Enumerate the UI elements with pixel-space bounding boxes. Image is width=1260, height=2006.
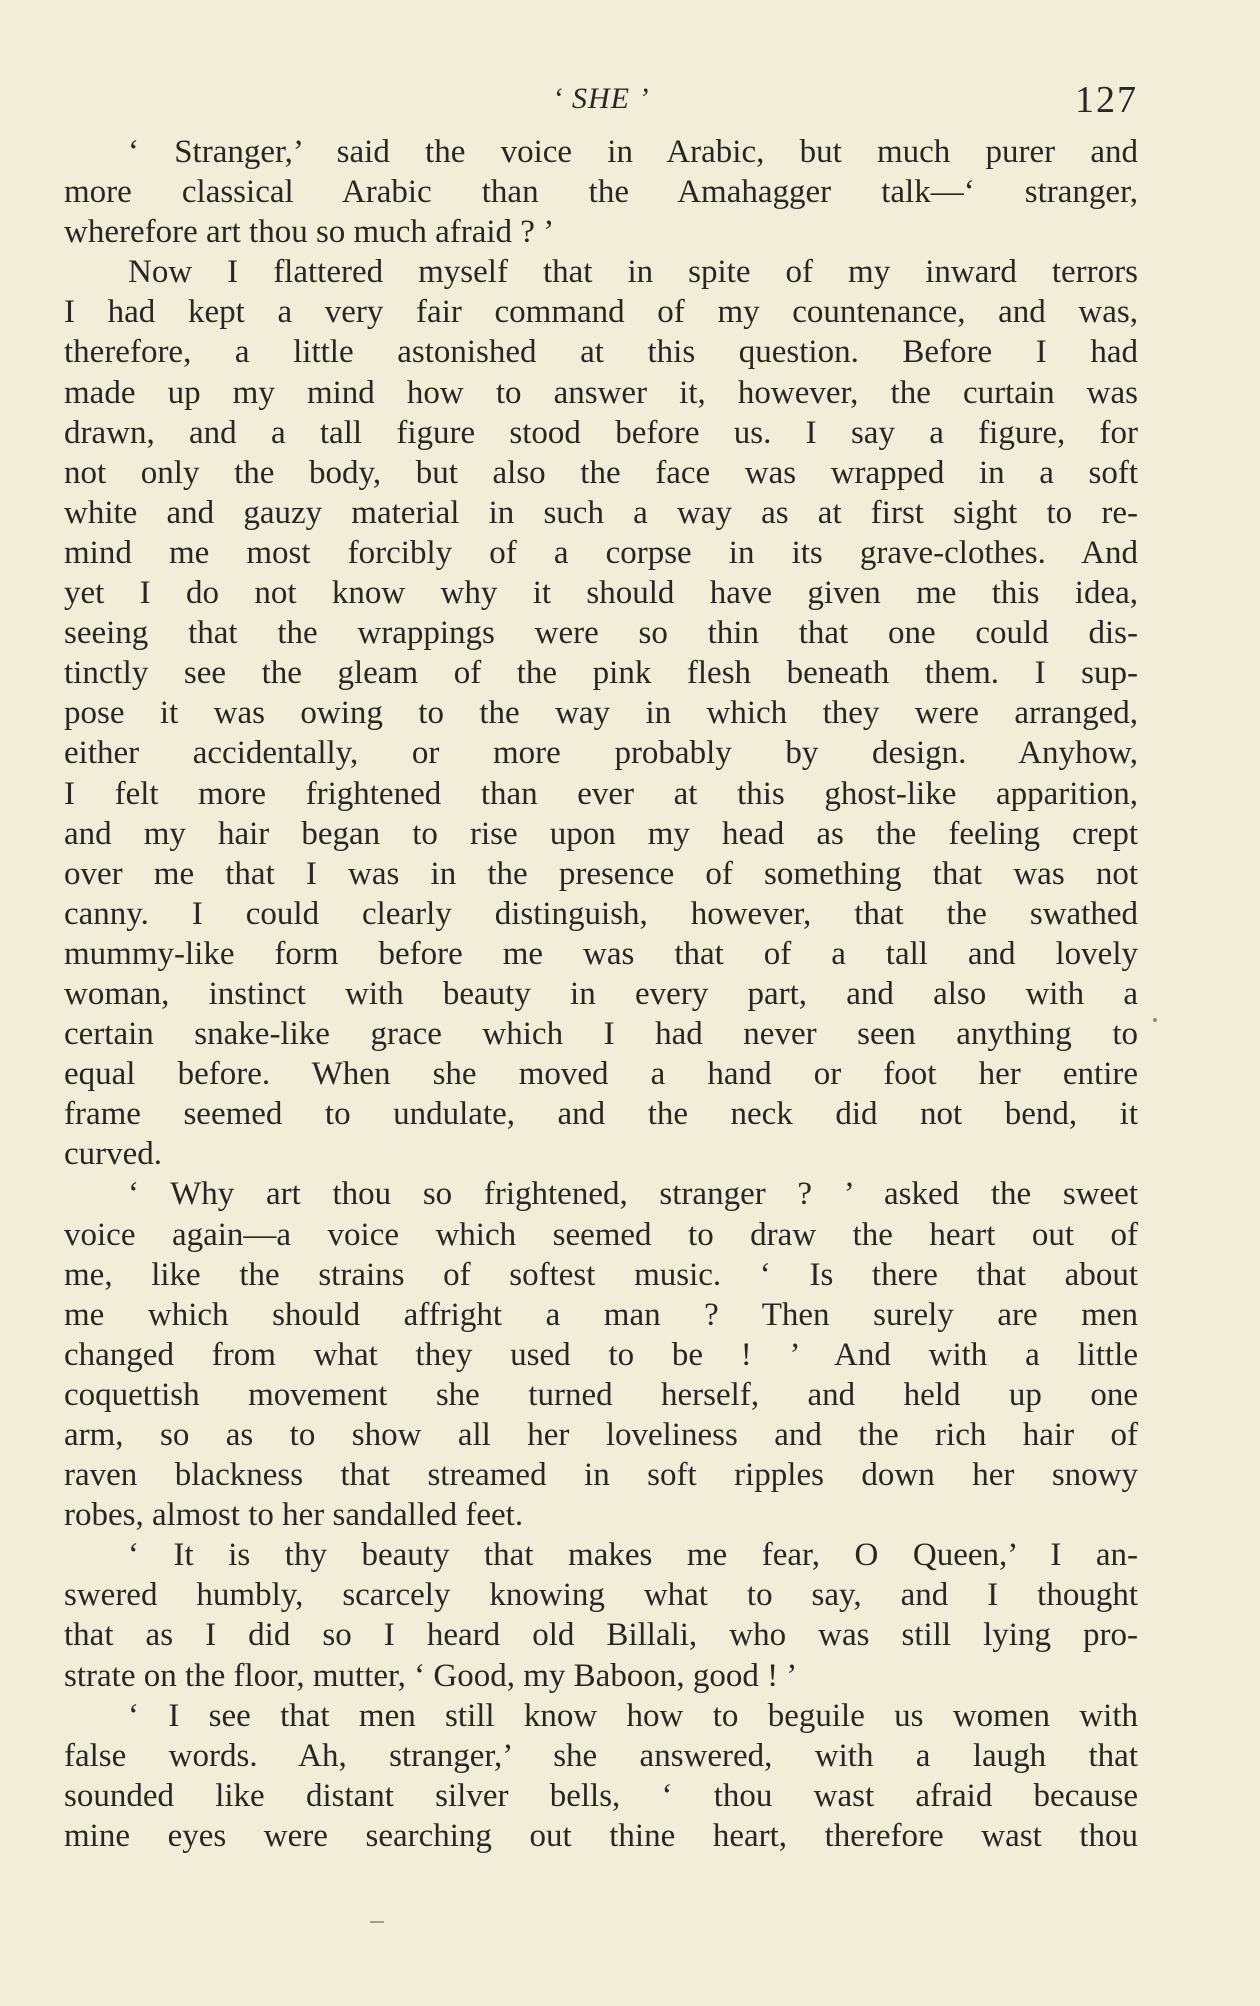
running-head: ‘ SHE ’ [552,82,650,115]
text-line: seeing that the wrappings were so thin that one could dis- [64,615,1138,652]
text-line: equal before. When she moved a hand or foot her entire [64,1056,1138,1093]
text-line: mind me most forcibly of a corpse in its grave-clothes. And [64,534,1138,571]
text-line: wherefore art thou so much afraid ? ’ [64,214,555,251]
text-line: curved. [64,1136,163,1173]
text-line: ‘ I see that men still know how to beguile us women with [128,1697,1138,1734]
text-line: Now I flattered myself that in spite of my inward terrors [128,254,1138,291]
page-header [64,78,1138,128]
page-mark [370,1921,384,1923]
text-line: ‘ Stranger,’ said the voice in Arabic, but much purer and [128,134,1138,170]
text-line: yet I do not know why it should have given me this idea, [64,575,1138,612]
text-line: swered humbly, scarcely knowing what to say, and I thought [64,1577,1138,1614]
text-line: sounded like distant silver bells, ‘ thou wast afraid because [64,1777,1138,1814]
text-line: coquettish movement she turned herself, and held up one [64,1376,1138,1413]
text-line: either accidentally, or more probably by design. Anyhow, [64,735,1138,772]
text-line: therefore, a little astonished at this question. Before I had [64,334,1138,371]
text-line: arm, so as to show all her loveliness and the rich hair of [64,1417,1138,1453]
text-line: I had kept a very fair command of my countenance, and was, [64,294,1138,331]
text-line: made up my mind how to answer it, however, the curtain was [64,374,1138,411]
text-line: ‘ It is thy beauty that makes me fear, O Queen,’ I an- [128,1537,1138,1574]
text-line: that as I did so I heard old Billali, who was still lying pro- [64,1617,1138,1654]
text-line: drawn, and a tall figure stood before us. I say a figure, for [64,414,1138,451]
text-line: ‘ Why art thou so frightened, stranger ? ’ asked the sweet [128,1176,1138,1213]
text-line: tinctly see the gleam of the pink flesh beneath them. I sup- [64,655,1138,692]
page-number: 127 [1075,79,1138,121]
text-line: white and gauzy material in such a way as at first sight to re- [64,494,1138,531]
margin-dot [1153,1018,1157,1022]
text-line: not only the body, but also the face was wrapped in a soft [64,454,1138,491]
text-line: strate on the floor, mutter, ‘ Good, my Baboon, good ! ’ [64,1657,798,1694]
text-line: I felt more frightened than ever at this ghost-like apparition, [64,775,1138,812]
text-line: changed from what they used to be ! ’ And with a little [64,1336,1138,1373]
text-line: over me that I was in the presence of something that was not [64,855,1138,892]
text-line: certain snake-like grace which I had never seen anything to [64,1016,1138,1053]
text-line: raven blackness that streamed in soft ripples down her snowy [64,1457,1138,1494]
text-line: and my hair began to rise upon my head as the feeling crept [64,815,1138,852]
text-line: me which should affright a man ? Then surely are men [64,1296,1138,1333]
text-line: woman, instinct with beauty in every part, and also with a [64,975,1138,1012]
body-text [64,132,1138,1856]
text-line: mine eyes were searching out thine heart, therefore wast thou [64,1817,1138,1854]
text-line: mummy-like form before me was that of a tall and lovely [64,935,1138,972]
text-line: canny. I could clearly distinguish, however, that the swathed [64,895,1138,932]
text-line: frame seemed to undulate, and the neck did not bend, it [64,1096,1138,1133]
text-line: robes, almost to her sandalled feet. [64,1497,524,1534]
text-line: voice again—a voice which seemed to draw the heart out of [64,1216,1138,1253]
text-line: more classical Arabic than the Amahagger talk—‘ stranger, [64,174,1138,211]
text-line: false words. Ah, stranger,’ she answered, with a laugh that [64,1737,1138,1774]
text-line: pose it was owing to the way in which they were arranged, [64,695,1138,732]
text-line: me, like the strains of softest music. ‘ Is there that about [64,1256,1138,1293]
